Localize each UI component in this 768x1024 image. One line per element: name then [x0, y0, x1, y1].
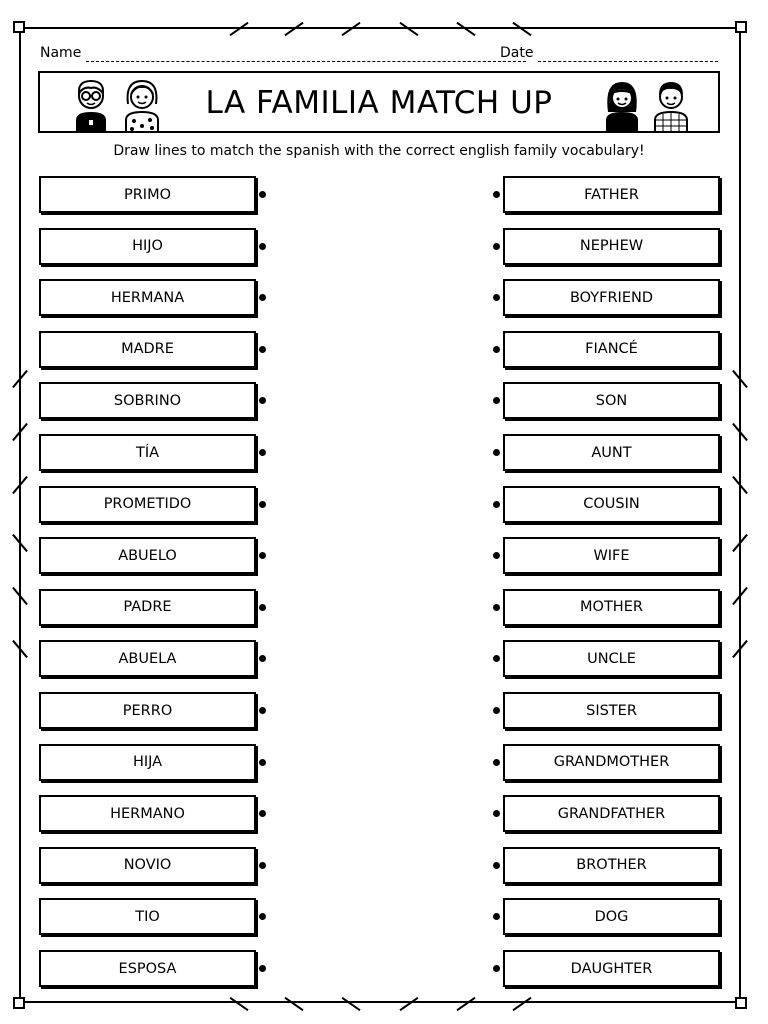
match-dot-left[interactable] — [259, 243, 266, 250]
instructions-text: Draw lines to match the spanish with the correct english family vocabulary! — [113, 143, 645, 159]
match-dot-left[interactable] — [259, 759, 266, 766]
spanish-word-box: TÍA — [39, 434, 256, 471]
english-word-box: UNCLE — [503, 640, 720, 677]
spanish-word-box: NOVIO — [39, 847, 256, 884]
english-word-box: MOTHER — [503, 589, 720, 626]
match-dot-right[interactable] — [493, 965, 500, 972]
english-word-box: AUNT — [503, 434, 720, 471]
border-corner-bottom-left — [13, 997, 25, 1009]
english-word-box: FIANCÉ — [503, 331, 720, 368]
spanish-word-box: ABUELO — [39, 537, 256, 574]
date-field[interactable] — [538, 61, 718, 62]
border-corner-top-right — [735, 21, 747, 33]
english-word-box: WIFE — [503, 537, 720, 574]
match-dot-left[interactable] — [259, 346, 266, 353]
match-dot-left[interactable] — [259, 604, 266, 611]
border-corner-bottom-right — [735, 997, 747, 1009]
english-word-box: BROTHER — [503, 847, 720, 884]
title-banner — [38, 71, 720, 133]
english-word-box: GRANDMOTHER — [503, 744, 720, 781]
match-dot-left[interactable] — [259, 449, 266, 456]
match-dot-right[interactable] — [493, 707, 500, 714]
match-dot-left[interactable] — [259, 707, 266, 714]
english-word-box: DAUGHTER — [503, 950, 720, 987]
english-word-box: FATHER — [503, 176, 720, 213]
english-word-box: SON — [503, 382, 720, 419]
name-label: Name — [40, 45, 82, 61]
match-dot-left[interactable] — [259, 501, 266, 508]
page-title: LA FAMILIA MATCH UP — [205, 85, 553, 121]
match-dot-right[interactable] — [493, 759, 500, 766]
spanish-word-box: HERMANA — [39, 279, 256, 316]
match-dot-right[interactable] — [493, 501, 500, 508]
match-dot-right[interactable] — [493, 243, 500, 250]
spanish-word-box: PADRE — [39, 589, 256, 626]
spanish-word-box: PRIMO — [39, 176, 256, 213]
match-dot-right[interactable] — [493, 346, 500, 353]
match-dot-right[interactable] — [493, 862, 500, 869]
border-corner-top-left — [13, 21, 25, 33]
english-word-box: BOYFRIEND — [503, 279, 720, 316]
english-word-box: SISTER — [503, 692, 720, 729]
spanish-word-box: TIO — [39, 898, 256, 935]
match-dot-left[interactable] — [259, 862, 266, 869]
match-dot-right[interactable] — [493, 604, 500, 611]
spanish-word-box: HIJA — [39, 744, 256, 781]
date-label: Date — [500, 45, 534, 61]
spanish-word-box: MADRE — [39, 331, 256, 368]
english-word-box: DOG — [503, 898, 720, 935]
spanish-word-box: HIJO — [39, 228, 256, 265]
match-dot-left[interactable] — [259, 965, 266, 972]
name-field[interactable] — [86, 61, 526, 62]
english-word-box: COUSIN — [503, 486, 720, 523]
spanish-word-box: HERMANO — [39, 795, 256, 832]
spanish-word-box: SOBRINO — [39, 382, 256, 419]
spanish-word-box: ESPOSA — [39, 950, 256, 987]
match-dot-right[interactable] — [493, 191, 500, 198]
match-dot-left[interactable] — [259, 191, 266, 198]
spanish-word-box: PERRO — [39, 692, 256, 729]
spanish-word-box: ABUELA — [39, 640, 256, 677]
match-dot-right[interactable] — [493, 449, 500, 456]
spanish-word-box: PROMETIDO — [39, 486, 256, 523]
boy-plaid-shirt-icon — [650, 76, 692, 132]
english-word-box: NEPHEW — [503, 228, 720, 265]
english-word-box: GRANDFATHER — [503, 795, 720, 832]
girl-dark-hair-icon — [600, 76, 644, 132]
name-date-row — [38, 42, 720, 66]
